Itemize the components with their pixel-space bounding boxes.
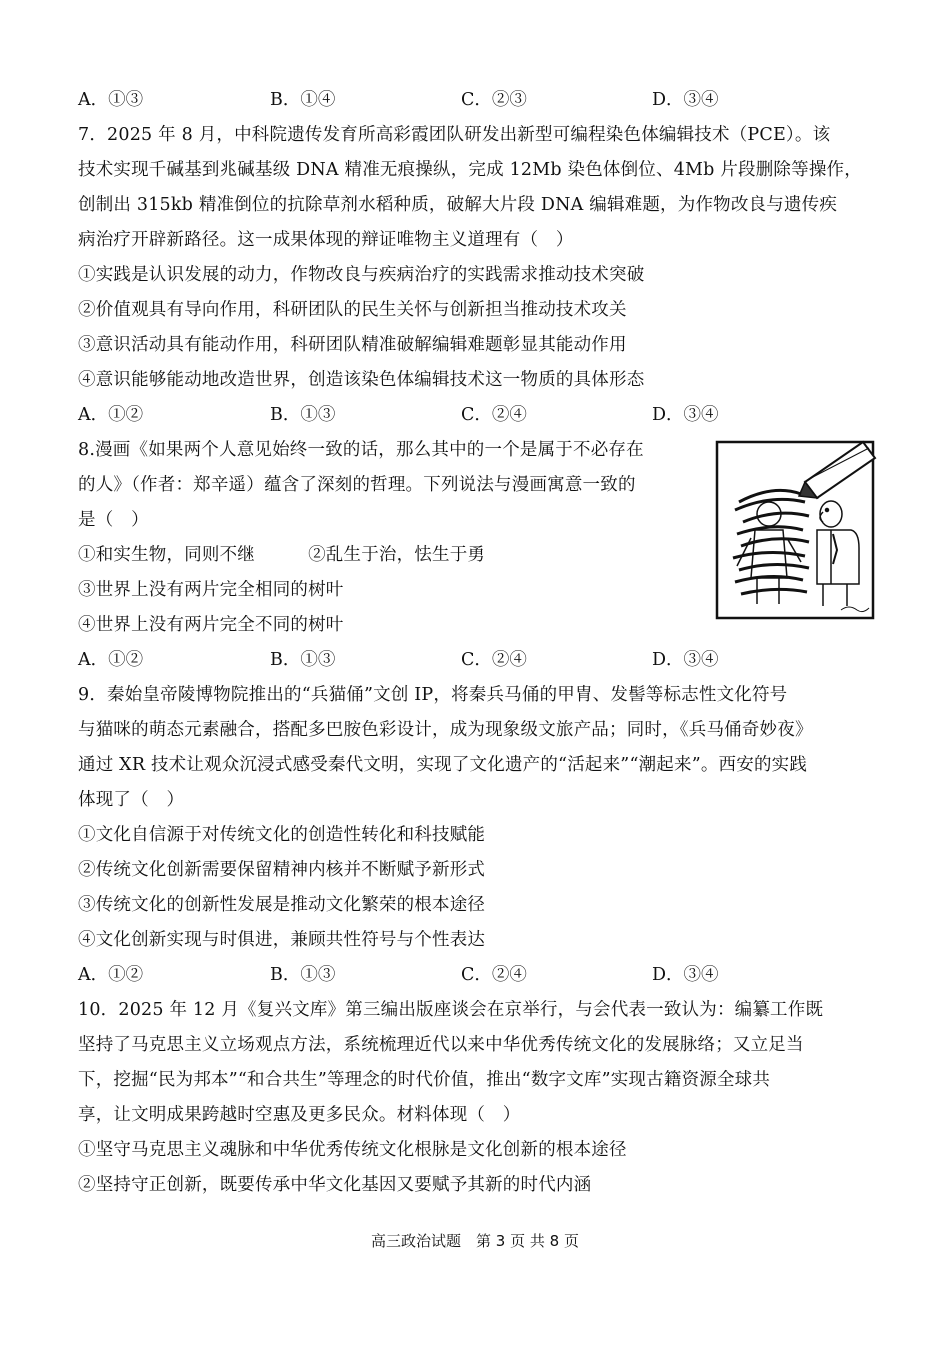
option-b: B．①④ (270, 90, 336, 110)
option-a: A．①② (78, 650, 144, 670)
cartoon-image (713, 438, 877, 622)
option-a: A．①③ (78, 90, 144, 110)
q7-options (78, 403, 898, 427)
option-a: A．①② (78, 405, 144, 425)
q8-stem-line: 的人》（作者：郑辛遥）蕴含了深刻的哲理。下列说法与漫画寓意一致的 (78, 475, 636, 495)
q8-item: ③世界上没有两片完全相同的树叶 (78, 580, 344, 600)
right-figure (817, 501, 859, 606)
q10-item: ②坚持守正创新，既要传承中华文化基因又要赋予其新的时代内涵 (78, 1175, 592, 1195)
q9-stem-line: 体现了（ ） (78, 790, 185, 810)
option-c: C．②④ (461, 405, 527, 425)
q7-stem-line: 技术实现千碱基到兆碱基级 DNA 精准无痕操纵，完成 12Mb 染色体倒位、4Mb 片段删除等操作， (78, 160, 862, 180)
q8-options (78, 648, 898, 672)
q9-item: ③传统文化的创新性发展是推动文化繁荣的根本途径 (78, 895, 486, 915)
q7-stem-line: 创制出 315kb 精准倒位的抗除草剂水稻种质，破解大片段 DNA 编辑难题，为作物改良与遗传疾 (78, 195, 838, 215)
q7-item: ②价值观具有导向作用，科研团队的民生关怀与创新担当推动技术攻关 (78, 300, 627, 320)
q9-stem-line: 通过 XR 技术让观众沉浸式感受秦代文明，实现了文化遗产的“活起来”“潮起来”。西安的实践 (78, 755, 808, 775)
q7-stem-line: 病治疗开辟新路径。这一成果体现的辩证唯物主义道理有（ ） (78, 230, 574, 250)
option-b: B．①③ (270, 405, 336, 425)
q6-options (78, 88, 898, 112)
q8-item: ①和实生物，同则不继 ②乱生于治，怯生于勇 (78, 545, 486, 565)
option-a: A．①② (78, 965, 144, 985)
q9-item: ①文化自信源于对传统文化的创造性转化和科技赋能 (78, 825, 486, 845)
option-d: D．③④ (652, 650, 719, 670)
q7-stem-line: 7．2025 年 8 月，中科院遗传发育所高彩霞团队研发出新型可编程染色体编辑技术（PCE）。该 (78, 125, 831, 145)
q9-stem-line: 与猫咪的萌态元素融合，搭配多巴胺色彩设计，成为现象级文旅产品；同时，《兵马俑奇妙夜》 (78, 720, 813, 740)
q10-stem-line: 下，挖掘“民为邦本”“和合共生”等理念的时代价值，推出“数字文库”实现古籍资源全球共 (78, 1070, 771, 1090)
pencil-icon (799, 442, 875, 498)
option-c: C．②④ (461, 650, 527, 670)
artist-signature (841, 607, 869, 612)
q9-item: ④文化创新实现与时俱进，兼顾共性符号与个性表达 (78, 930, 486, 950)
option-c: C．②③ (461, 90, 527, 110)
option-b: B．①③ (270, 965, 336, 985)
q8-stem-line: 是（ ） (78, 510, 149, 530)
q9-item: ②传统文化创新需要保留精神内核并不断赋予新形式 (78, 860, 486, 880)
option-d: D．③④ (652, 965, 719, 985)
page-footer: 高三政治试题 第 3 页 共 8 页 (371, 1232, 579, 1250)
q10-stem-line: 坚持了马克思主义立场观点方法，系统梳理近代以来中华优秀传统文化的发展脉络；又立足当 (78, 1035, 804, 1055)
option-c: C．②④ (461, 965, 527, 985)
option-d: D．③④ (652, 90, 719, 110)
q7-item: ④意识能够能动地改造世界，创造该染色体编辑技术这一物质的具体形态 (78, 370, 645, 390)
q9-options (78, 963, 898, 987)
q10-stem-line: 享，让文明成果跨越时空惠及更多民众。材料体现（ ） (78, 1105, 521, 1125)
option-b: B．①③ (270, 650, 336, 670)
q10-item: ①坚守马克思主义魂脉和中华优秀传统文化根脉是文化创新的根本途径 (78, 1140, 627, 1160)
q10-stem-line: 10．2025 年 12 月《复兴文库》第三编出版座谈会在京举行，与会代表一致认为：编纂工作既 (78, 1000, 824, 1020)
q8-stem-line: 8.漫画《如果两个人意见始终一致的话，那么其中的一个是属于不必存在 (78, 440, 644, 460)
q7-item: ③意识活动具有能动作用，科研团队精准破解编辑难题彰显其能动作用 (78, 335, 627, 355)
q7-item: ①实践是认识发展的动力，作物改良与疾病治疗的实践需求推动技术突破 (78, 265, 645, 285)
option-d: D．③④ (652, 405, 719, 425)
q8-item: ④世界上没有两片完全不同的树叶 (78, 615, 344, 635)
q9-stem-line: 9．秦始皇帝陵博物院推出的“兵猫俑”文创 IP，将秦兵马俑的甲胄、发髻等标志性文化符号 (78, 685, 788, 705)
